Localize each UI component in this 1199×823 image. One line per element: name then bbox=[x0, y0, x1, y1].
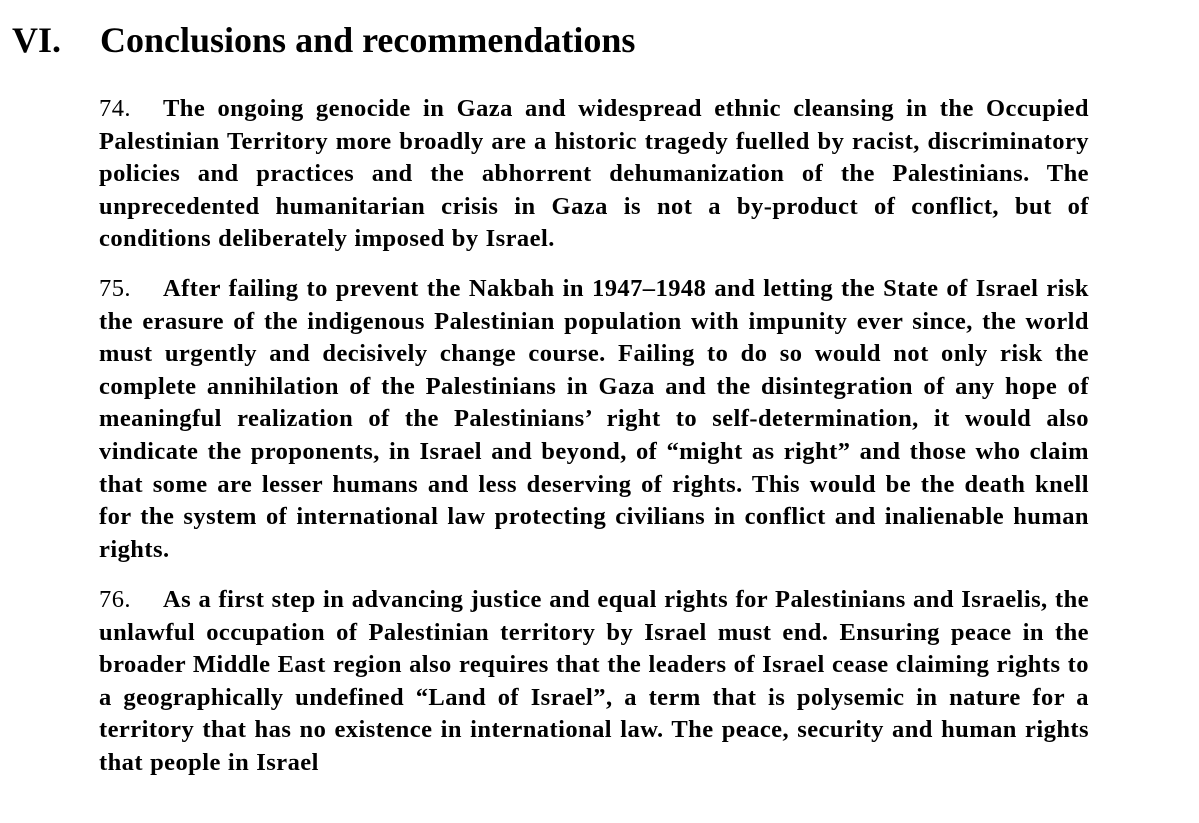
paragraph-text: The ongoing genocide in Gaza and widespread ethnic cleansing in the Occupied Palestinian Territory more broadly are a historic tragedy fuelled by racist, discriminatory policies and practices and the abhorrent dehumanization of the Palestinians. The unprecedented humanitarian crisis in Gaza is not a by-product of conflict, but of conditions deliberately imposed by Israel. bbox=[99, 95, 1089, 253]
paragraph-74 bbox=[99, 93, 1089, 256]
paragraph-text: After failing to prevent the Nakbah in 1947–1948 and letting the State of Israel risk the erasure of the indigenous Palestinian population with impunity ever since, the world must urgently and decisively change course. Failing to do so would not only risk the complete annihilation of the Palestinians in Gaza and the disintegration of any hope of meaningful realization of the Palestinians’ right to self-determination, it would also vindicate the proponents, in Israel and beyond, of “might as right” and those who claim that some are lesser humans and less deserving of rights. This would be the death knell for the system of international law protecting civilians in conflict and inalienable human rights. bbox=[99, 275, 1089, 563]
paragraph-number: 76. bbox=[99, 586, 131, 613]
paragraph-number: 75. bbox=[99, 275, 131, 302]
paragraph-number: 74. bbox=[99, 95, 131, 122]
paragraph-text: As a first step in advancing justice and equal rights for Palestinians and Israelis, the unlawful occupation of Palestinian territory by Israel must end. Ensuring peace in the broader Middle East region also requires that the leaders of Israel cease claiming rights to a geographically undefined “Land of Israel”, a term that is polysemic in nature for a territory that has no existence in international law. The peace, security and human rights that people in Israel bbox=[99, 586, 1089, 776]
paragraph-75 bbox=[99, 273, 1089, 566]
paragraph-76 bbox=[99, 584, 1089, 780]
section-title: Conclusions and recommendations bbox=[100, 20, 636, 60]
section-number: VI. bbox=[12, 20, 62, 60]
section-heading bbox=[12, 16, 635, 64]
